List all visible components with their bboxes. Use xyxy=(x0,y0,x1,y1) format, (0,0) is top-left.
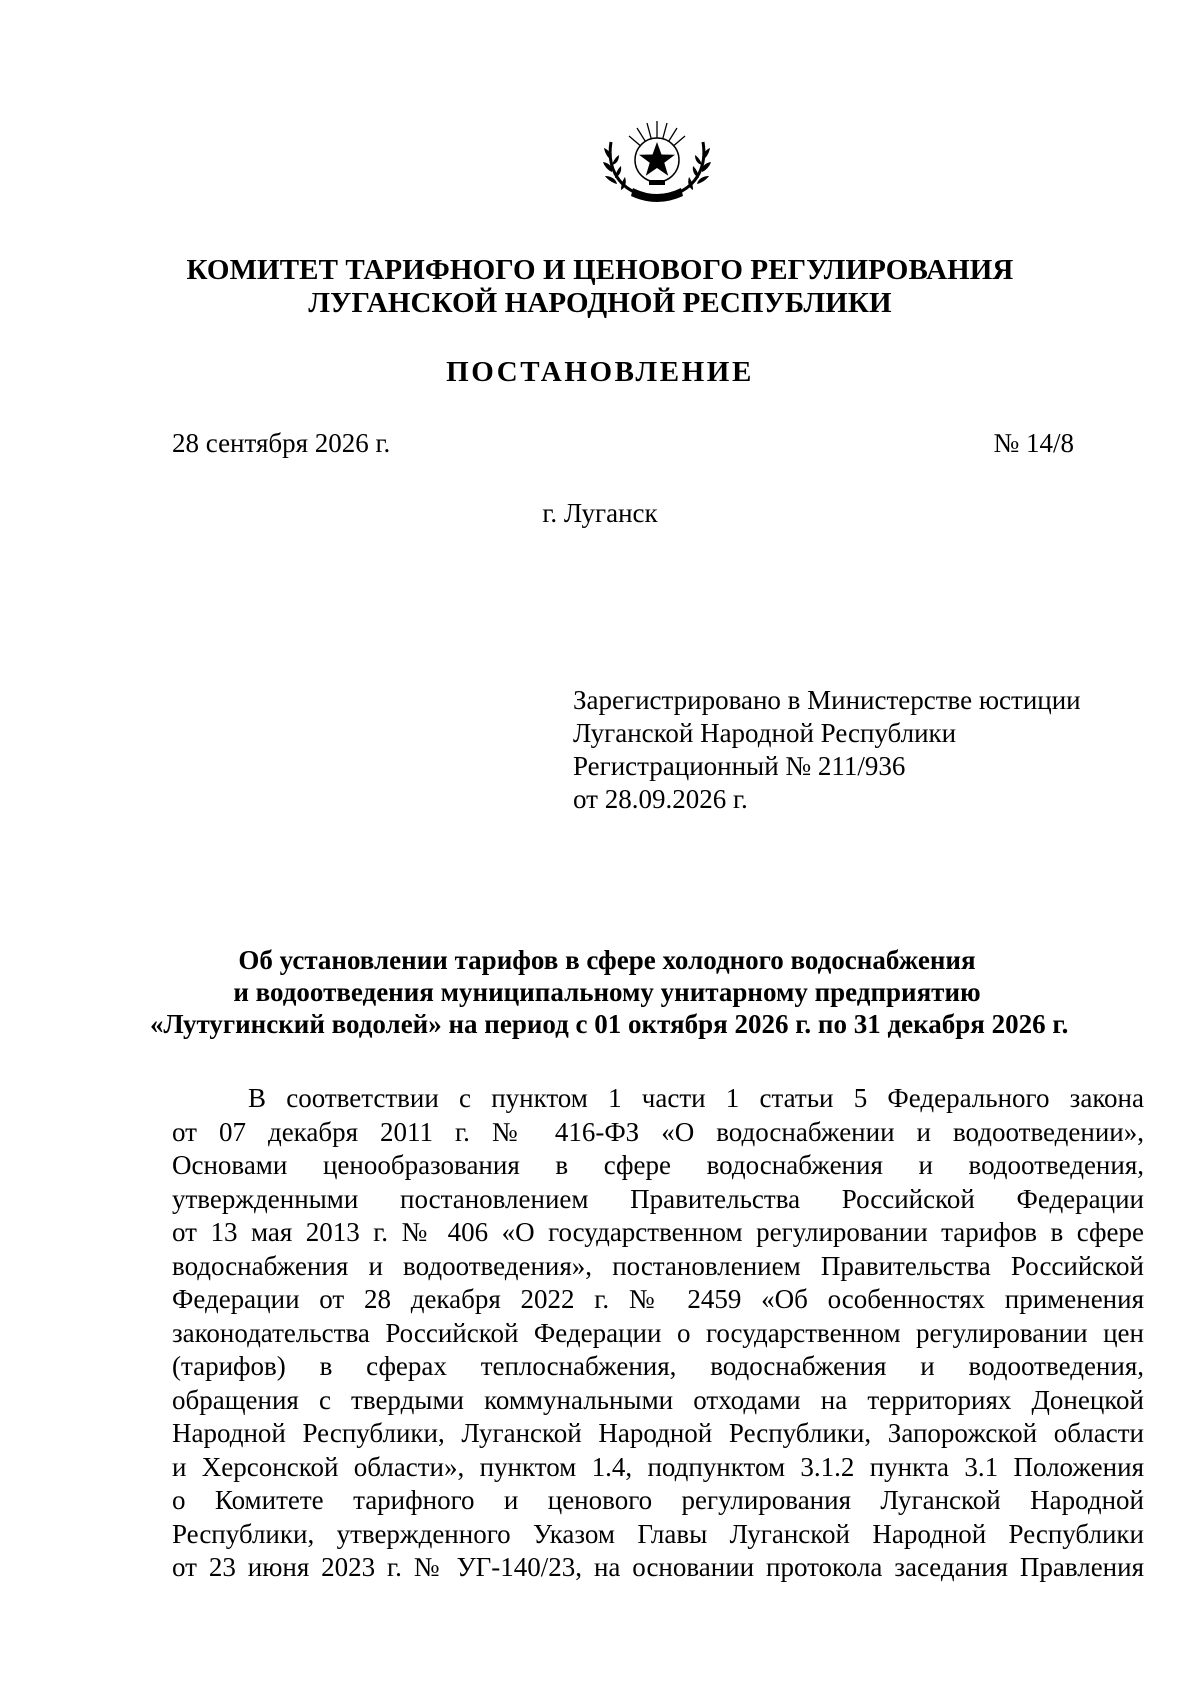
registration-line: Регистрационный № 211/936 xyxy=(573,751,906,781)
body-line: от 23 июня 2023 г. № УГ-140/23, на основании протокола заседания Правления xyxy=(172,1552,1144,1582)
document-title xyxy=(150,944,1069,1040)
body-line: и Херсонской области», пунктом 1.4, подпунктом 3.1.2 пункта 3.1 Положения xyxy=(172,1451,1144,1482)
body-line: Республики, утвержденного Указом Главы Луганской Народной Республики xyxy=(172,1518,1144,1549)
body-line: Федерации от 28 декабря 2022 г. № 2459 «Об особенностях применения xyxy=(172,1284,1144,1314)
organization-name-line: ЛУГАНСКОЙ НАРОДНОЙ РЕСПУБЛИКИ xyxy=(308,287,892,319)
body-line: законодательства Российской Федерации о государственном регулировании цен xyxy=(172,1317,1144,1348)
body-line: обращения с твердыми коммунальными отходами на территориях Донецкой xyxy=(172,1384,1144,1415)
title-line: Об установлении тарифов в сфере холодного водоснабжения xyxy=(238,945,976,975)
registration-line: Зарегистрировано в Министерстве юстиции xyxy=(573,685,1081,715)
body-line: водоснабжения и водоотведения», постановлением Правительства Российской xyxy=(172,1250,1144,1281)
organization-name xyxy=(0,254,1200,320)
title-line: и водоотведения муниципальному унитарному предприятию xyxy=(233,977,981,1007)
registration-line: Луганской Народной Республики xyxy=(573,718,957,748)
document-city: г. Луганск xyxy=(542,498,658,528)
body-paragraph xyxy=(172,1082,1144,1585)
document-number: № 14/8 xyxy=(993,428,1074,458)
body-line: Народной Республики, Луганской Народной Республики, Запорожской области xyxy=(172,1418,1144,1448)
organization-name-line: КОМИТЕТ ТАРИФНОГО И ЦЕНОВОГО РЕГУЛИРОВАНИЯ xyxy=(186,254,1014,286)
body-line: Основами ценообразования в сфере водоснабжения и водоотведения, xyxy=(172,1150,1144,1180)
title-line: «Лутугинский водолей» на период с 01 октября 2026 г. по 31 декабря 2026 г. xyxy=(150,1009,1069,1039)
body-line: (тарифов) в сферах теплоснабжения, водоснабжения и водоотведения, xyxy=(172,1351,1144,1381)
body-line: от 13 мая 2013 г. № 406 «О государственном регулировании тарифов в сфере xyxy=(172,1217,1144,1247)
body-line: утвержденными постановлением Правительства Российской Федерации xyxy=(172,1183,1144,1214)
registration-line: от 28.09.2026 г. xyxy=(573,784,748,814)
body-line: В соответствии с пунктом 1 части 1 статьи 5 Федерального закона xyxy=(248,1083,1144,1113)
lnr-coat-of-arms-icon xyxy=(599,116,715,206)
body-line: о Комитете тарифного и ценового регулирования Луганской Народной xyxy=(172,1485,1144,1515)
body-line: от 07 декабря 2011 г. № 416-ФЗ «О водоснабжении и водоотведении», xyxy=(172,1116,1144,1147)
registration-block xyxy=(573,684,1081,816)
document-type: ПОСТАНОВЛЕНИЕ xyxy=(446,356,754,388)
document-date: 28 сентября 2026 г. xyxy=(172,428,391,458)
